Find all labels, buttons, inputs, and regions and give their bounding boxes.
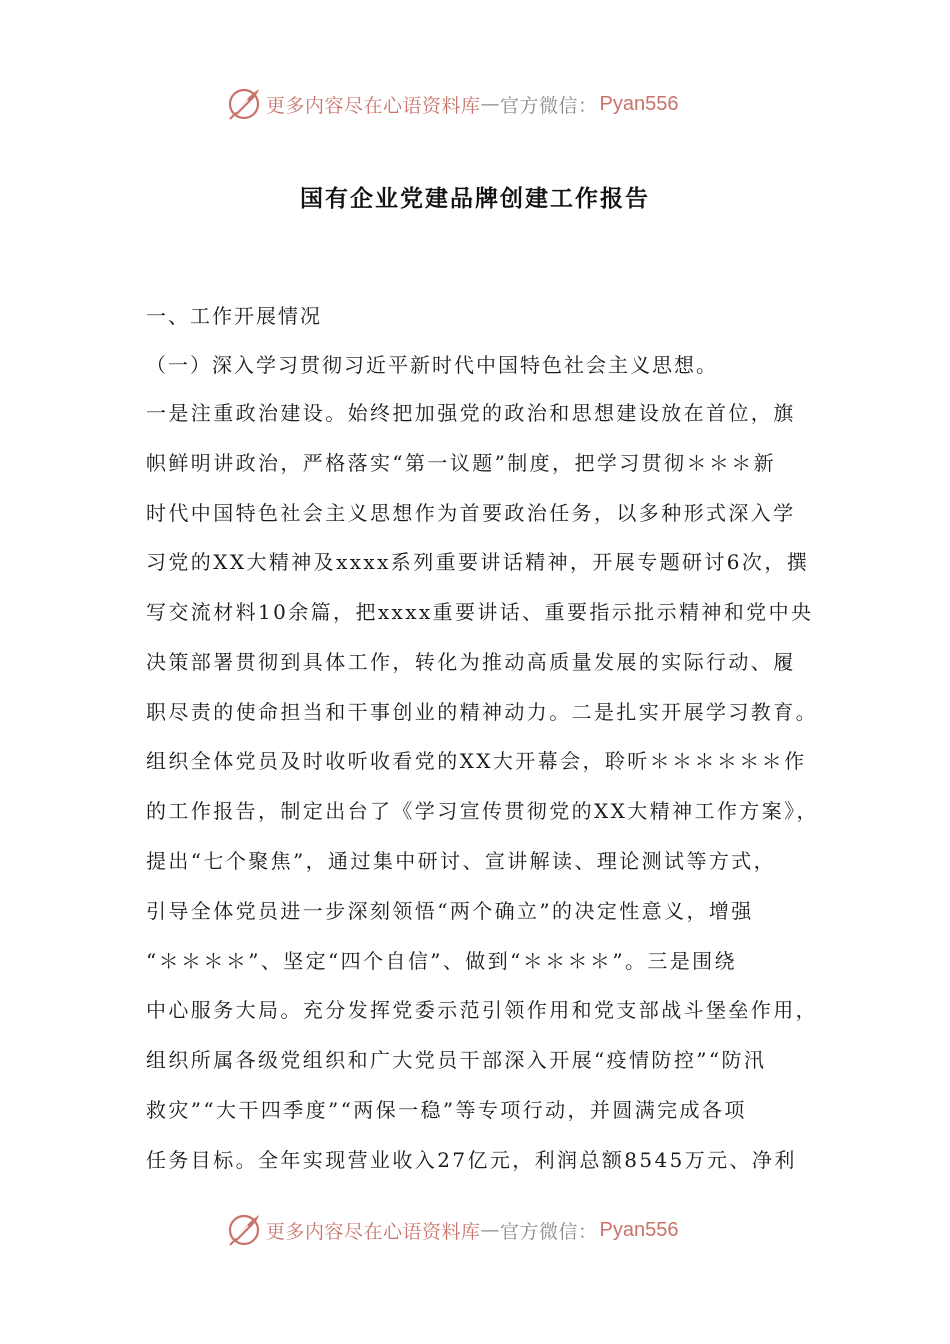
header-banner [226,84,679,124]
banner-separator: — [480,1219,501,1241]
banner-separator: — [480,93,501,115]
banner-brand-text: 更多内容尽在心语资料库 [266,1220,481,1243]
body-line: 一是注重政治建设。始终把加强党的政治和思想建设放在首位，旗 [146,401,796,425]
body-line: 组织所属各级党组织和广大党员干部深入开展“疫情防控”“防汛 [146,1048,767,1072]
document-title: 国有企业党建品牌创建工作报告 [300,185,650,212]
body-line: “＊＊＊＊”、坚定“四个自信”、做到“＊＊＊＊”。三是围绕 [146,949,737,973]
body-line: 写交流材料10余篇，把xxxx重要讲话、重要指示批示精神和党中央 [146,600,814,624]
body-line: 组织全体党员及时收听收看党的XX大开幕会，聆听＊＊＊＊＊＊作 [146,749,807,773]
banner-wechat-id: Pyan556 [599,1218,679,1241]
subsection-heading: （一）深入学习贯彻习近平新时代中国特色社会主义思想。 [146,353,718,377]
body-line: 任务目标。全年实现营业收入27亿元，利润总额8545万元、净利 [146,1148,797,1172]
footer-banner [226,1210,679,1250]
banner-brand-text: 更多内容尽在心语资料库 [266,94,481,117]
body-line: 习党的XX大精神及xxxx系列重要讲话精神，开展专题研讨6次，撰 [146,550,810,574]
quill-pen-logo-icon [226,1212,262,1248]
body-line: 的工作报告，制定出台了《学习宣传贯彻党的XX大精神工作方案》， [146,799,819,823]
banner-official-label: 官方微信： [500,94,598,117]
body-line: 中心服务大局。充分发挥党委示范引领作用和党支部战斗堡垒作用， [146,998,818,1022]
banner-official-label: 官方微信： [500,1220,598,1243]
body-line: 决策部署贯彻到具体工作，转化为推动高质量发展的实际行动、履 [146,650,796,674]
body-line: 救灾”“大干四季度”“两保一稳”等专项行动，并圆满完成各项 [146,1098,747,1122]
section-heading: 一、工作开展情况 [146,304,322,328]
banner-wechat-id: Pyan556 [599,92,679,115]
body-line: 提出“七个聚焦”，通过集中研讨、宣讲解读、理论测试等方式， [146,849,777,873]
body-line: 职尽责的使命担当和干事创业的精神动力。二是扎实开展学习教育。 [146,700,818,724]
body-line: 时代中国特色社会主义思想作为首要政治任务，以多种形式深入学 [146,501,796,525]
body-line: 引导全体党员进一步深刻领悟“两个确立”的决定性意义，增强 [146,899,754,923]
quill-pen-logo-icon [226,86,262,122]
body-line: 帜鲜明讲政治，严格落实“第一议题”制度，把学习贯彻＊＊＊新 [146,451,777,475]
